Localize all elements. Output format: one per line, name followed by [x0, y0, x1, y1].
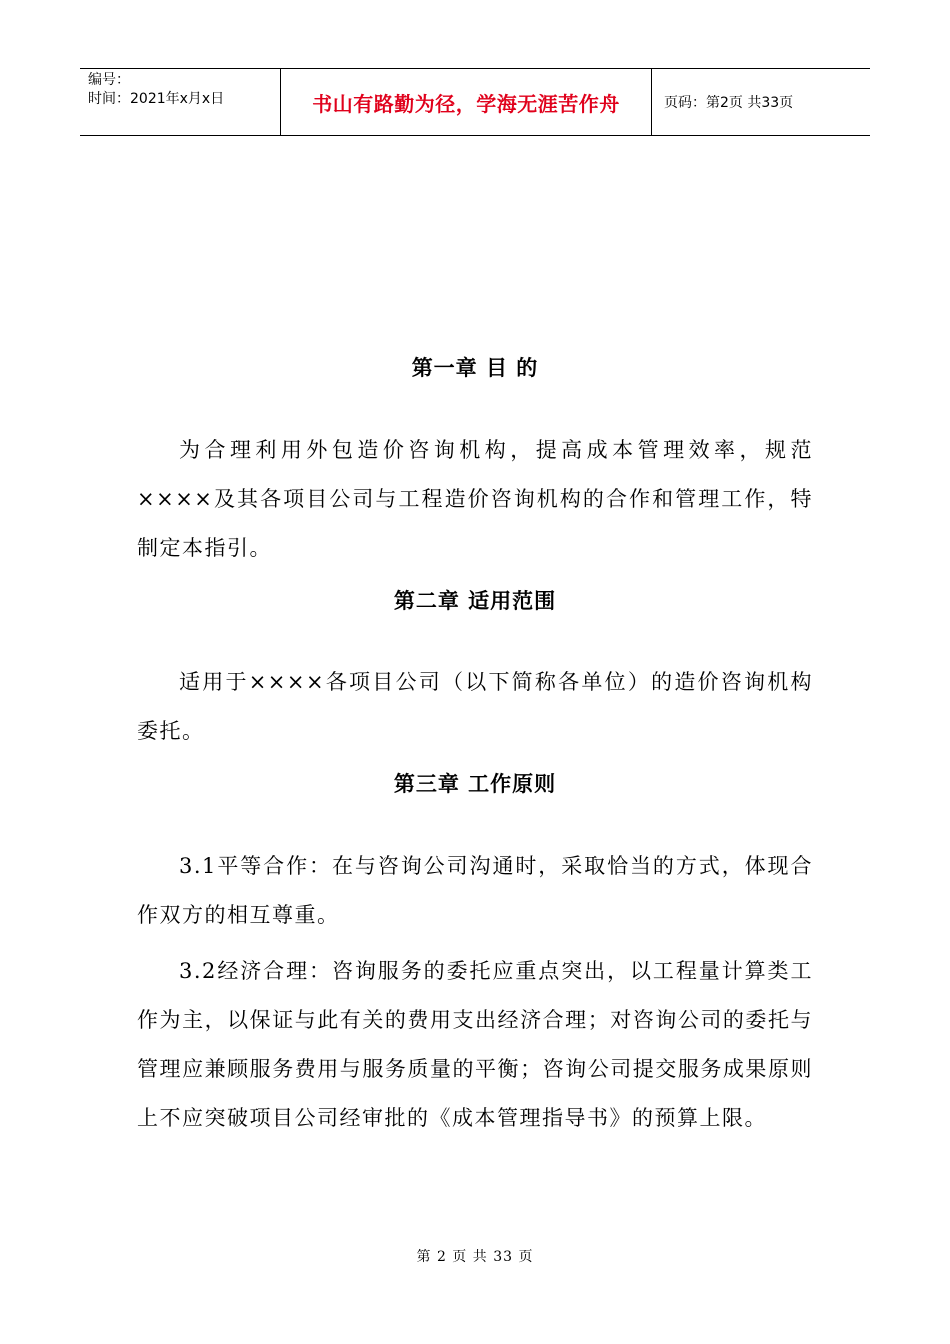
- header-meta: [80, 69, 280, 135]
- page-header: [80, 68, 870, 136]
- chapter-3-paragraph-2: 3.2经济合理：咨询服务的委托应重点突出，以工程量计算类工作为主，以保证与此有关的费用支出经济合理；对咨询公司的委托与管理应兼顾服务费用与服务质量的平衡；咨询公司提交服务成果原则上不应突破项目公司经审批的《成本管理指导书》的预算上限。: [137, 959, 813, 1130]
- header-motto-cell: [280, 69, 652, 135]
- header-page-cell: [652, 69, 870, 135]
- chapter-3-title: 第三章 工作原则: [393, 772, 557, 796]
- header-page-label: 页码：第2页 共33页: [664, 95, 794, 111]
- document-time-label: 时间：2021年x月x日: [88, 91, 225, 107]
- chapter-1-paragraph: 为合理利用外包造价咨询机构，提高成本管理效率，规范××××及其各项目公司与工程造价咨询机构的合作和管理工作，特制定本指引。: [137, 438, 813, 560]
- chapter-2-paragraph: 适用于××××各项目公司（以下简称各单位）的造价咨询机构委托。: [137, 670, 813, 743]
- header-motto: 书山有路勤为径，学海无涯苦作舟: [312, 91, 620, 116]
- chapter-2-title: 第二章 适用范围: [393, 589, 557, 613]
- document-number-label: 编号：: [88, 72, 130, 88]
- chapter-3-paragraph-1: 3.1平等合作：在与咨询公司沟通时，采取恰当的方式，体现合作双方的相互尊重。: [137, 854, 813, 927]
- document-body: [137, 352, 813, 1143]
- page-footer: 第 2 页 共 33 页: [416, 1249, 534, 1265]
- chapter-1-title: 第一章 目 的: [411, 356, 539, 380]
